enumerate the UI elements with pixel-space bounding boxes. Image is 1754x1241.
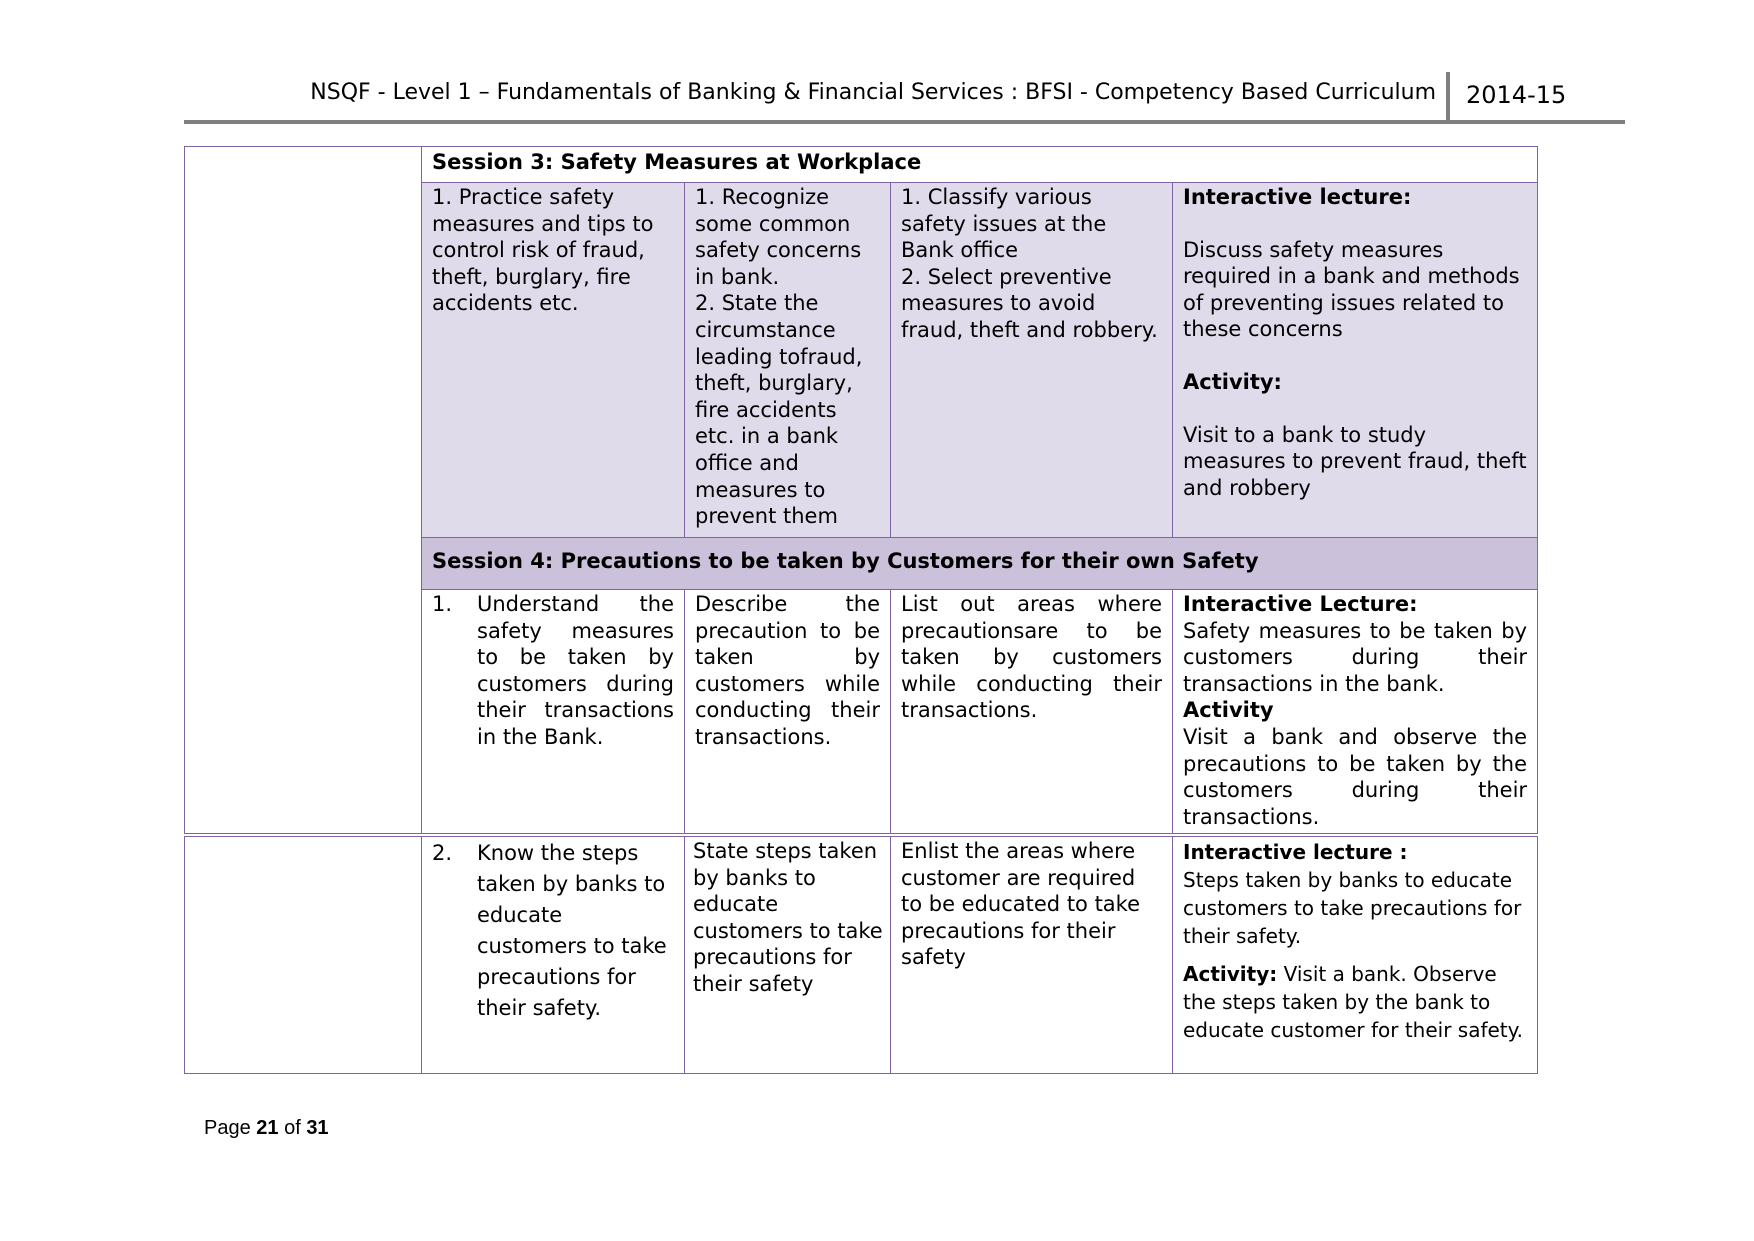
session-3-criteria-cell — [685, 183, 891, 538]
session-4-row-1-activity-heading: Activity — [1183, 698, 1274, 723]
row-number: 2. — [432, 841, 453, 865]
session-4-row-2-outcome-cell — [422, 837, 685, 1074]
session-3-activity-heading: Activity: — [1183, 369, 1282, 394]
session-3-lecture-heading: Interactive lecture: — [1183, 185, 1412, 209]
session-4-title: Session 4: Precautions to be taken by Customers for their own Safety — [422, 538, 1538, 590]
session-3-outcome-cell — [422, 183, 685, 538]
session-4-row-2-lecture-text: Steps taken by banks to educate customers to take precautions for their safety. — [1183, 868, 1522, 948]
session-3-criteria-2: 2. State the circumstance leading tofraud, theft, burglary, fire accidents etc. in a bank office and measures to prevent them — [695, 291, 863, 529]
session-3-title: Session 3: Safety Measures at Workplace — [422, 147, 1538, 183]
footer-prefix: Page — [204, 1117, 257, 1139]
curriculum-table-continued — [184, 836, 1538, 1074]
blank-cell — [185, 837, 422, 1074]
session-4-row-2-activity-heading: Activity: — [1183, 962, 1278, 986]
total-pages: 31 — [306, 1117, 329, 1139]
session-4-row-1-outcome-cell — [422, 590, 685, 834]
session-4-row-1-outcome: Understand the safety measures to be taken by customers during their transactions in the Bank. — [477, 592, 674, 749]
row-number: 1. — [432, 592, 453, 616]
session-3-activity-text: Visit to a bank to study measures to prevent fraud, theft and robbery — [1183, 422, 1527, 500]
table-row — [185, 837, 1538, 1074]
session-3-lecture-text: Discuss safety measures required in a bank and methods of preventing issues related to these concerns — [1183, 237, 1520, 342]
session-4-row-1-criteria: Describe the precaution to be taken by customers while conducting their transactions. — [685, 590, 891, 834]
session-4-row-1-activities-cell — [1173, 590, 1538, 834]
footer-of: of — [278, 1117, 307, 1139]
session-3-skills-cell — [891, 183, 1173, 538]
header-rule — [184, 120, 1625, 124]
document-year: 2014-15 — [1466, 81, 1567, 109]
session-3-skill-1: 1. Classify various safety issues at the Bank office — [901, 185, 1107, 263]
session-4-row-2-activity-text: Visit a bank. Observe the steps taken by the bank to educate customer for their safety. — [1183, 962, 1523, 1042]
blank-cell — [185, 147, 422, 834]
session-4-row-1-activity-text: Visit a bank and observe the precautions to be taken by the customers during their transactions. — [1183, 724, 1528, 829]
session-3-criteria-1: 1. Recognize some common safety concerns in bank. — [695, 185, 862, 289]
session-4-row-1-lecture-heading: Interactive Lecture: — [1183, 592, 1418, 616]
session-3-activities-cell — [1173, 183, 1538, 538]
session-4-row-2-criteria: State steps taken by banks to educate customers to take precautions for their safety — [685, 837, 891, 1074]
document-title: NSQF - Level 1 – Fundamentals of Banking & Financial Services : BFSI - Competency Based Curriculum — [310, 80, 1436, 105]
session-4-row-2-activities-cell — [1173, 837, 1538, 1074]
curriculum-table — [184, 146, 1538, 834]
page-footer — [204, 1117, 329, 1140]
current-page-number: 21 — [256, 1117, 279, 1139]
session-4-row-2-activity-paragraph — [1183, 960, 1527, 1044]
session-4-row-2-lecture-heading: Interactive lecture : — [1183, 840, 1408, 864]
session-4-row-1-skills: List out areas where precautionsare to be taken by customers while conducting their transactions. — [891, 590, 1173, 834]
header-separator — [1446, 72, 1450, 120]
page-header — [184, 72, 1624, 122]
session-4-row-1-lecture-text: Safety measures to be taken by customers during their transactions in the bank. — [1183, 618, 1528, 696]
session-3-outcome: 1. Practice safety measures and tips to control risk of fraud, theft, burglary, fire accidents etc. — [432, 185, 654, 316]
session-3-skill-2: 2. Select preventive measures to avoid fraud, theft and robbery. — [901, 264, 1158, 342]
session-4-row-2-skills: Enlist the areas where customer are required to be educated to take precautions for their safety — [891, 837, 1173, 1074]
session-4-row-2-outcome: Know the steps taken by banks to educate customers to take precautions for their safety. — [477, 841, 667, 1020]
